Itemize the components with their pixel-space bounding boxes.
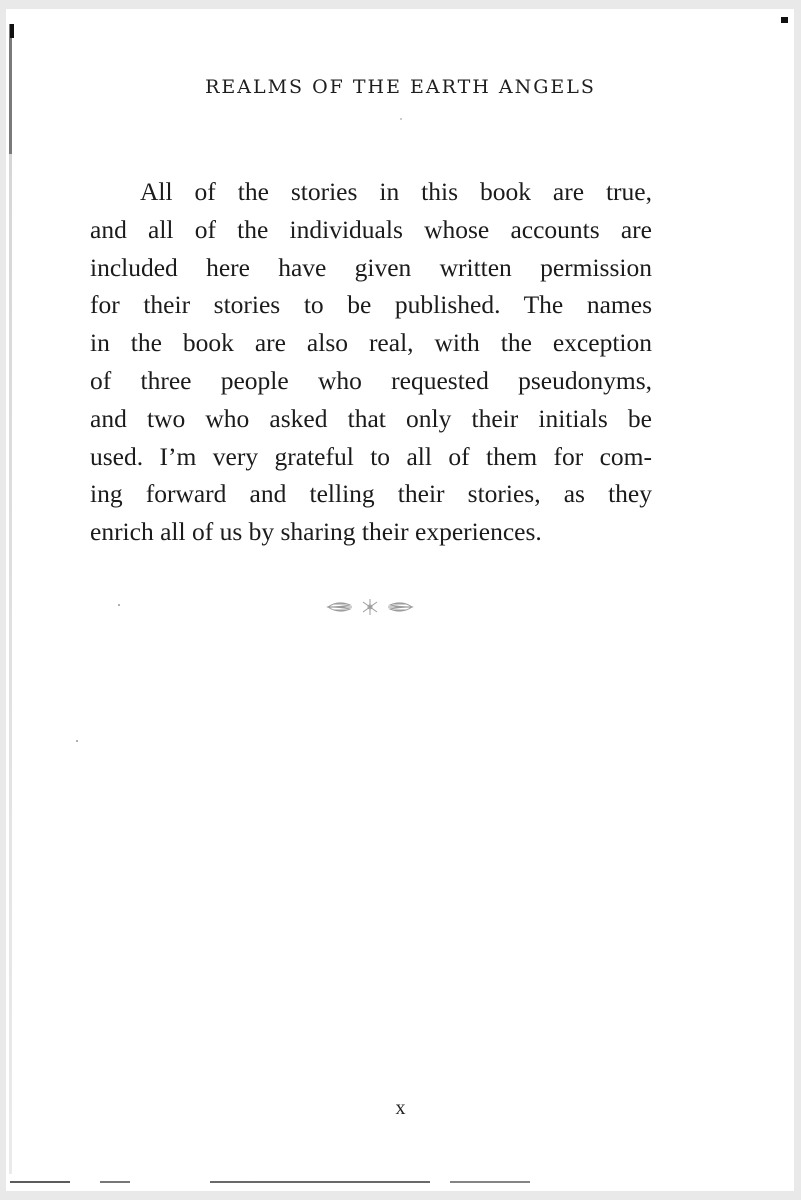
body-paragraph xyxy=(90,173,652,551)
body-line: and two who asked that only their initials be xyxy=(90,403,652,433)
scan-speck xyxy=(76,740,78,742)
body-line: used. I’m very grateful to all of them for com- xyxy=(90,441,652,471)
body-line: for their stories to be published. The names xyxy=(90,290,652,320)
scan-speck xyxy=(400,118,402,120)
body-line: enrich all of us by sharing their experiences. xyxy=(90,517,542,547)
body-line: All of the stories in this book are true, xyxy=(140,177,652,206)
running-head: REALMS OF THE EARTH ANGELS xyxy=(205,76,596,98)
scan-edge-bottom xyxy=(10,1181,770,1183)
scan-mark-top-right xyxy=(781,17,788,23)
body-line: and all of the individuals whose accounts are xyxy=(90,214,652,244)
fleuron-divider-icon xyxy=(326,596,414,618)
body-line: included here have given written permission xyxy=(90,252,652,282)
body-line: in the book are also real, with the exception xyxy=(90,328,652,358)
scan-speck xyxy=(118,604,120,606)
page-number: x xyxy=(395,1097,406,1119)
body-line: of three people who requested pseudonyms, xyxy=(90,365,652,395)
scan-edge-left xyxy=(9,24,12,1174)
scan-mark-top-left xyxy=(10,24,14,38)
body-line: ing forward and telling their stories, as they xyxy=(90,479,652,509)
